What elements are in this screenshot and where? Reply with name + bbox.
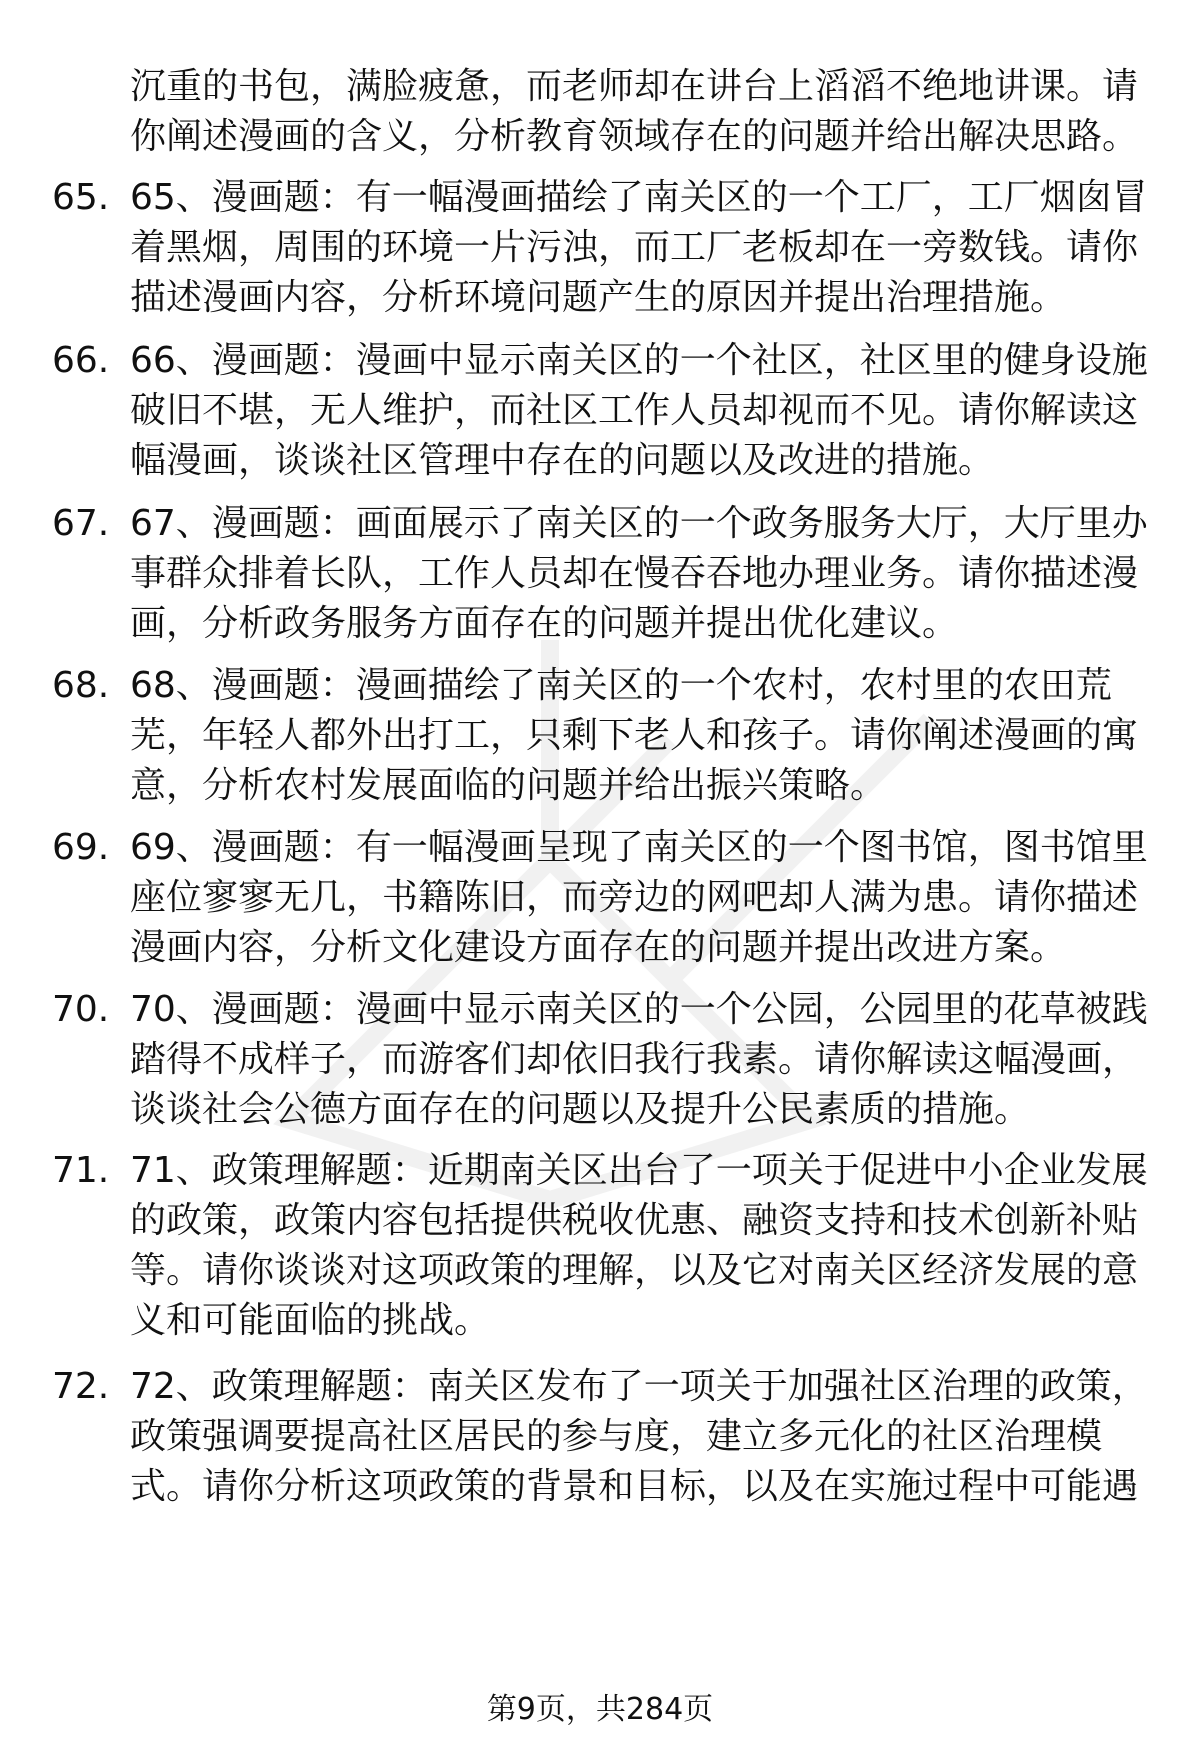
page-footer: 第9页，共284页: [486, 1692, 714, 1727]
item-number: 65.: [52, 177, 110, 218]
item-number: 71.: [52, 1150, 110, 1191]
item-text: 65、漫画题：有一幅漫画描绘了南关区的一个工厂，工厂烟囱冒着黑烟，周围的环境一片污浊，而工厂老板却在一旁数钱。请你描述漫画内容，分析环境问题产生的原因并提出治理措施。: [130, 177, 1148, 318]
item-text: 68、漫画题：漫画描绘了南关区的一个农村，农村里的农田荒芜，年轻人都外出打工，只剩下老人和孩子。请你阐述漫画的寓意，分析农村发展面临的问题并给出振兴策略。: [130, 665, 1139, 806]
item-text: 67、漫画题：画面展示了南关区的一个政务服务大厅，大厅里办事群众排着长队，工作人员却在慢吞吞地办理业务。请你描述漫画，分析政务服务方面存在的问题并提出优化建议。: [130, 503, 1148, 644]
continuation-paragraph: 沉重的书包，满脸疲惫，而老师却在讲台上滔滔不绝地讲课。请你阐述漫画的含义，分析教育领域存在的问题并给出解决思路。: [130, 66, 1139, 157]
item-number: 68.: [52, 665, 110, 706]
item-text: 66、漫画题：漫画中显示南关区的一个社区，社区里的健身设施破旧不堪，无人维护，而社区工作人员却视而不见。请你解读这幅漫画，谈谈社区管理中存在的问题以及改进的措施。: [130, 340, 1148, 481]
item-number: 66.: [52, 340, 110, 381]
item-number: 67.: [52, 503, 110, 544]
item-text: 69、漫画题：有一幅漫画呈现了南关区的一个图书馆，图书馆里座位寥寥无几，书籍陈旧，而旁边的网吧却人满为患。请你描述漫画内容，分析文化建设方面存在的问题并提出改进方案。: [130, 827, 1148, 968]
item-number: 70.: [52, 989, 110, 1030]
item-number: 69.: [52, 827, 110, 868]
item-text: 71、政策理解题：近期南关区出台了一项关于促进中小企业发展的政策，政策内容包括提供税收优惠、融资支持和技术创新补贴等。请你谈谈对这项政策的理解，以及它对南关区经济发展的意义和可能面临的挑战。: [130, 1150, 1148, 1341]
item-number: 72.: [52, 1366, 110, 1407]
item-text: 72、政策理解题：南关区发布了一项关于加强社区治理的政策，政策强调要提高社区居民的参与度，建立多元化的社区治理模式。请你分析这项政策的背景和目标，以及在实施过程中可能遇: [130, 1366, 1148, 1507]
item-text: 70、漫画题：漫画中显示南关区的一个公园，公园里的花草被践踏得不成样子，而游客们却依旧我行我素。请你解读这幅漫画，谈谈社会公德方面存在的问题以及提升公民素质的措施。: [130, 989, 1148, 1130]
